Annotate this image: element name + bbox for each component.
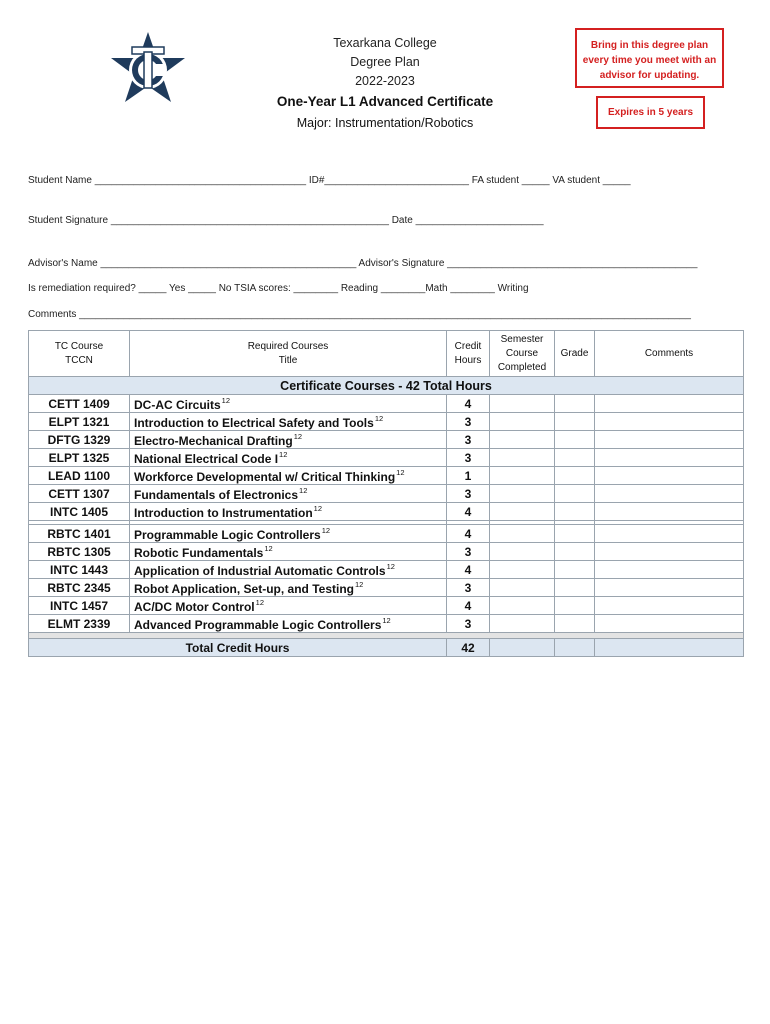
header-required-courses: Required Courses Title	[130, 331, 447, 377]
college-logo-star-icon	[110, 30, 186, 106]
semester-completed-cell[interactable]	[490, 485, 555, 503]
course-code: INTC 1443	[29, 561, 130, 579]
semester-completed-cell[interactable]	[490, 431, 555, 449]
comments-cell[interactable]	[595, 449, 744, 467]
course-credit-hours: 3	[447, 431, 490, 449]
course-code: LEAD 1100	[29, 467, 130, 485]
total-label: Total Credit Hours	[29, 639, 447, 657]
course-title: National Electrical Code $I^{12}$	[130, 449, 447, 467]
course-footnote: 12	[279, 449, 288, 459]
course-credit-hours: 3	[447, 615, 490, 633]
course-row	[29, 543, 744, 561]
course-title: Introduction to Electrical Safety and Tools$^{12}$	[130, 413, 447, 431]
grade-cell[interactable]	[555, 449, 595, 467]
course-row	[29, 597, 744, 615]
course-credit-hours: 3	[447, 543, 490, 561]
student-signature-line[interactable]: Student Signature __________________________________________________ Date _______________________	[28, 215, 544, 226]
grade-cell[interactable]	[555, 467, 595, 485]
course-code: ELPT 1325	[29, 449, 130, 467]
grade-cell[interactable]	[555, 431, 595, 449]
course-title: AC/DC Motor Control$^{12}$	[130, 597, 447, 615]
student-name-id-line[interactable]: Student Name ______________________________________ ID#__________________________ FA student _____ VA student _____	[28, 175, 631, 186]
semester-completed-cell[interactable]	[490, 413, 555, 431]
document-header	[250, 34, 520, 133]
course-footnote: 12	[255, 597, 264, 607]
course-footnote: 12	[321, 525, 331, 535]
course-title: Robotic Fundamentals$^{12}$	[130, 543, 447, 561]
course-footnote: 12	[382, 615, 391, 625]
catalog-year: 2022-2023	[355, 74, 415, 88]
grade-cell[interactable]	[555, 413, 595, 431]
course-code: INTC 1405	[29, 503, 130, 521]
remediation-tsia-line[interactable]: Is remediation required? _____ Yes _____ No TSIA scores: ________ Reading ________Math ________ Writing	[28, 283, 529, 294]
grade-cell[interactable]	[555, 561, 595, 579]
semester-completed-cell[interactable]	[490, 467, 555, 485]
course-title: DC-AC Circuits$^{12}$	[130, 395, 447, 413]
course-credit-hours: 4	[447, 597, 490, 615]
course-code: RBTC 1305	[29, 543, 130, 561]
comments-cell[interactable]	[595, 579, 744, 597]
course-title: Electro-Mechanical Drafting$^{12}$	[130, 431, 447, 449]
course-title: Robot Application, Set-up, and Testing$^{12}$	[130, 579, 447, 597]
course-row	[29, 525, 744, 543]
course-title: Workforce Developmental w/ Critical Thinking$^{12}$	[130, 467, 447, 485]
grade-cell[interactable]	[555, 615, 595, 633]
course-row	[29, 579, 744, 597]
semester-completed-cell[interactable]	[490, 615, 555, 633]
comments-cell[interactable]	[595, 467, 744, 485]
course-row	[29, 395, 744, 413]
course-credit-hours: 4	[447, 525, 490, 543]
course-code: ELMT 2339	[29, 615, 130, 633]
comments-cell[interactable]	[595, 525, 744, 543]
grade-cell[interactable]	[555, 503, 595, 521]
expiration-notice-box: Expires in 5 years	[596, 96, 705, 129]
certificate-title: One-Year L1 Advanced Certificate	[276, 94, 494, 109]
course-code: DFTG 1329	[29, 431, 130, 449]
semester-completed-cell[interactable]	[490, 543, 555, 561]
grade-cell[interactable]	[555, 579, 595, 597]
course-row	[29, 615, 744, 633]
course-row	[29, 485, 744, 503]
course-credit-hours: 1	[447, 467, 490, 485]
semester-completed-cell[interactable]	[490, 579, 555, 597]
comments-cell[interactable]	[595, 485, 744, 503]
course-code: ELPT 1321	[29, 413, 130, 431]
comments-cell[interactable]	[595, 543, 744, 561]
semester-completed-cell[interactable]	[490, 449, 555, 467]
course-row	[29, 503, 744, 521]
course-credit-hours: 4	[447, 561, 490, 579]
course-credit-hours: 3	[447, 413, 490, 431]
course-credit-hours: 3	[447, 485, 490, 503]
header-grade: Grade	[555, 331, 595, 377]
comments-cell[interactable]	[595, 615, 744, 633]
semester-completed-cell[interactable]	[490, 597, 555, 615]
course-row	[29, 449, 744, 467]
grade-cell[interactable]	[555, 395, 595, 413]
course-credit-hours: 4	[447, 503, 490, 521]
comments-line[interactable]: Comments ______________________________________________________________________________________________________________	[28, 309, 691, 320]
course-code: RBTC 1401	[29, 525, 130, 543]
comments-cell[interactable]	[595, 395, 744, 413]
semester-completed-cell[interactable]	[490, 525, 555, 543]
total-row	[29, 639, 744, 657]
course-footnote: 12	[313, 503, 322, 513]
course-footnote: 12	[264, 543, 273, 553]
advisor-line[interactable]: Advisor's Name ______________________________________________ Advisor's Signature _____________________________________________	[28, 258, 698, 269]
course-credit-hours: 3	[447, 449, 490, 467]
grade-cell[interactable]	[555, 597, 595, 615]
course-footnote: 12	[221, 395, 231, 405]
course-row	[29, 561, 744, 579]
table-header-row	[29, 331, 744, 377]
course-footnote: 12	[293, 431, 303, 441]
header-credit-hours: Credit Hours	[447, 331, 490, 377]
course-footnote: 12	[299, 485, 308, 495]
semester-completed-cell[interactable]	[490, 561, 555, 579]
course-footnote: 12	[374, 413, 384, 423]
comments-cell[interactable]	[595, 413, 744, 431]
header-semester-completed: Semester Course Completed	[490, 331, 555, 377]
semester-completed-cell[interactable]	[490, 503, 555, 521]
comments-cell[interactable]	[595, 561, 744, 579]
major-label: Major: Instrumentation/Robotics	[296, 116, 474, 130]
course-credit-hours: 3	[447, 579, 490, 597]
comments-cell[interactable]	[595, 431, 744, 449]
course-row	[29, 431, 744, 449]
course-footnote: 12	[386, 561, 395, 571]
grade-cell[interactable]	[555, 485, 595, 503]
grade-cell[interactable]	[555, 525, 595, 543]
course-footnote: 12	[396, 467, 405, 477]
course-title: Fundamentals of Electronics$^{12}$	[130, 485, 447, 503]
course-code: CETT 1307	[29, 485, 130, 503]
course-code: INTC 1457	[29, 597, 130, 615]
course-title: Advanced Programmable Logic Controllers$^{12}$	[130, 615, 447, 633]
header-tc-course: TC Course TCCN	[29, 331, 130, 377]
header-comments: Comments	[595, 331, 744, 377]
course-title: Programmable Logic Controllers$^{12}$	[130, 525, 447, 543]
course-title: Introduction to Instrumentation$^{12}$	[130, 503, 447, 521]
course-row	[29, 413, 744, 431]
semester-completed-cell[interactable]	[490, 395, 555, 413]
course-title: Application of Industrial Automatic Controls$^{12}$	[130, 561, 447, 579]
comments-cell[interactable]	[595, 597, 744, 615]
total-value: 42	[447, 639, 490, 657]
course-code: CETT 1409	[29, 395, 130, 413]
document-type: Degree Plan	[350, 55, 420, 69]
grade-cell[interactable]	[555, 543, 595, 561]
advisor-notice-box: Bring in this degree plan every time you meet with an advisor for updating.	[575, 28, 724, 88]
section-title: Certificate Courses - 42 Total Hours	[29, 377, 744, 395]
course-credit-hours: 4	[447, 395, 490, 413]
course-row	[29, 467, 744, 485]
course-footnote: 12	[354, 579, 364, 589]
comments-cell[interactable]	[595, 503, 744, 521]
college-name: Texarkana College	[333, 36, 437, 50]
degree-plan-table	[28, 330, 744, 657]
section-header-row	[29, 377, 744, 395]
course-code: RBTC 2345	[29, 579, 130, 597]
